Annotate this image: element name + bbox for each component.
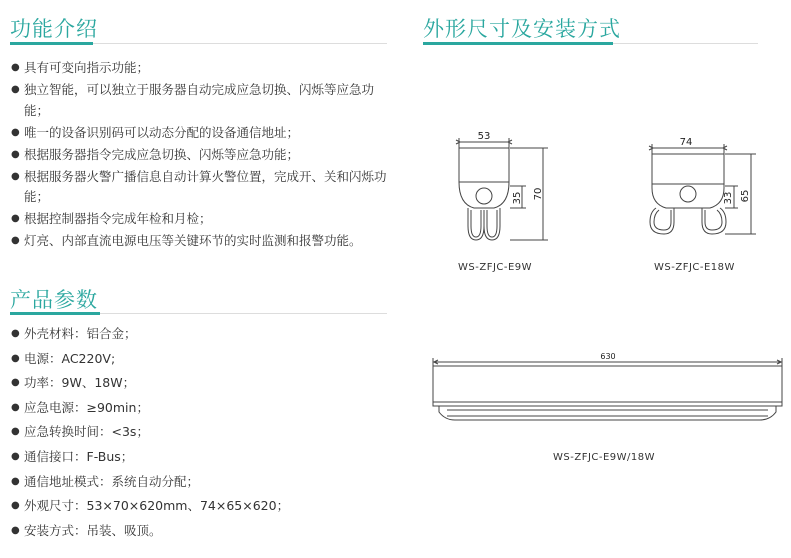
length-dim: 630: [600, 352, 616, 361]
feature-item: ● 灯亮、内部直流电源电压等关键环节的实时监测和报警功能。: [11, 233, 362, 248]
feature-item: ● 根据服务器指令完成应急切换、闪烁等应急功能；: [11, 146, 300, 162]
param-item: ● 通信地址模式：系统自动分配；: [11, 473, 200, 489]
features-list: [10, 58, 395, 253]
feature-item: ● 具有可变向指示功能；: [11, 60, 150, 75]
param-item-text: 应急转换时间：<3s；: [24, 424, 149, 440]
feature-item-text: 灯亮、内部直流电源电压等关键环节的实时监测和报警功能。: [24, 233, 362, 248]
feature-item: ● 根据控制器指令完成年检和月检；: [11, 211, 212, 226]
features-title-rule: [10, 43, 387, 44]
param-item: ● 安装方式：吊装、吸顶。: [11, 522, 162, 538]
param-item: ● 外观尺寸：53×70×620mm、74×65×620；: [11, 498, 290, 514]
e9w-caption: WS-ZFJC-E9W: [458, 262, 533, 273]
features-title-accent: [10, 42, 93, 45]
e18w-dim-width: 74: [679, 138, 693, 148]
e9w-dim-width: 53: [477, 131, 491, 142]
param-item-text: 通信地址模式：系统自动分配；: [24, 473, 200, 489]
param-item-text: 外壳材料：铝合金；: [24, 326, 137, 341]
feature-item-text: 根据控制器指令完成年检和月检；: [24, 211, 212, 226]
feature-item-text: 根据服务器指令完成应急切换、闪烁等应急功能；: [24, 146, 300, 162]
e18w-section-drawing: [638, 138, 763, 243]
param-item: ● 应急电源：≥90min；: [11, 399, 149, 415]
feature-item: ● 唯一的设备识别码可以动态分配的设备通信地址；: [11, 124, 300, 140]
e18w-caption: WS-ZFJC-E18W: [654, 262, 735, 273]
features-title: 功能介绍: [10, 17, 98, 41]
feature-item-text: 根据服务器火警广播信息自动计算火警位置，完成开、关和闪烁功能；: [24, 168, 387, 204]
e9w-section-drawing: [450, 130, 555, 250]
params-title-accent: [10, 312, 100, 315]
param-item: ● 外壳材料：铝合金；: [11, 326, 137, 341]
length-elevation-drawing: [425, 350, 791, 440]
e9w-dim-side-1: 35: [512, 191, 523, 205]
install-title: 外形尺寸及安装方式: [423, 17, 621, 41]
param-item-text: 功率：9W、18W；: [24, 375, 136, 391]
feature-item-text: 具有可变向指示功能；: [24, 60, 150, 75]
param-item-text: 电源：AC220V;: [24, 350, 116, 366]
e9w-18w-caption: WS-ZFJC-E9W/18W: [553, 452, 656, 463]
e18w-dim-side-1: 33: [723, 191, 734, 205]
feature-item: ● 独立智能，可以独立于服务器自动完成应急切换、闪烁等应急功能；: [11, 82, 375, 118]
e18w-dim-side-2: 65: [740, 189, 751, 203]
param-item-text: 安装方式：吊装、吸顶。: [24, 522, 162, 538]
feature-item-text: 唯一的设备识别码可以动态分配的设备通信地址；: [24, 124, 300, 140]
params-title-rule: [10, 313, 387, 314]
param-item: ● 电源：AC220V;: [11, 350, 116, 366]
install-title-accent: [423, 42, 613, 45]
param-item-text: 通信接口：F-Bus；: [24, 448, 134, 464]
feature-item: ● 根据服务器火警广播信息自动计算火警位置，完成开、关和闪烁功能；: [11, 168, 387, 204]
param-item-text: 应急电源：≥90min；: [24, 399, 149, 415]
params-list: [10, 324, 395, 545]
feature-item-text: 独立智能，可以独立于服务器自动完成应急切换、闪烁等应急功能；: [24, 82, 375, 118]
params-title: 产品参数: [10, 288, 98, 312]
param-item-text: 外观尺寸：53×70×620mm、74×65×620；: [24, 498, 290, 514]
param-item: ● 应急转换时间：<3s；: [11, 424, 149, 440]
param-item: ● 通信接口：F-Bus；: [11, 448, 134, 464]
e9w-dim-side-2: 70: [533, 187, 544, 201]
param-item: ● 功率：9W、18W；: [11, 375, 136, 391]
install-title-rule: [423, 43, 758, 44]
